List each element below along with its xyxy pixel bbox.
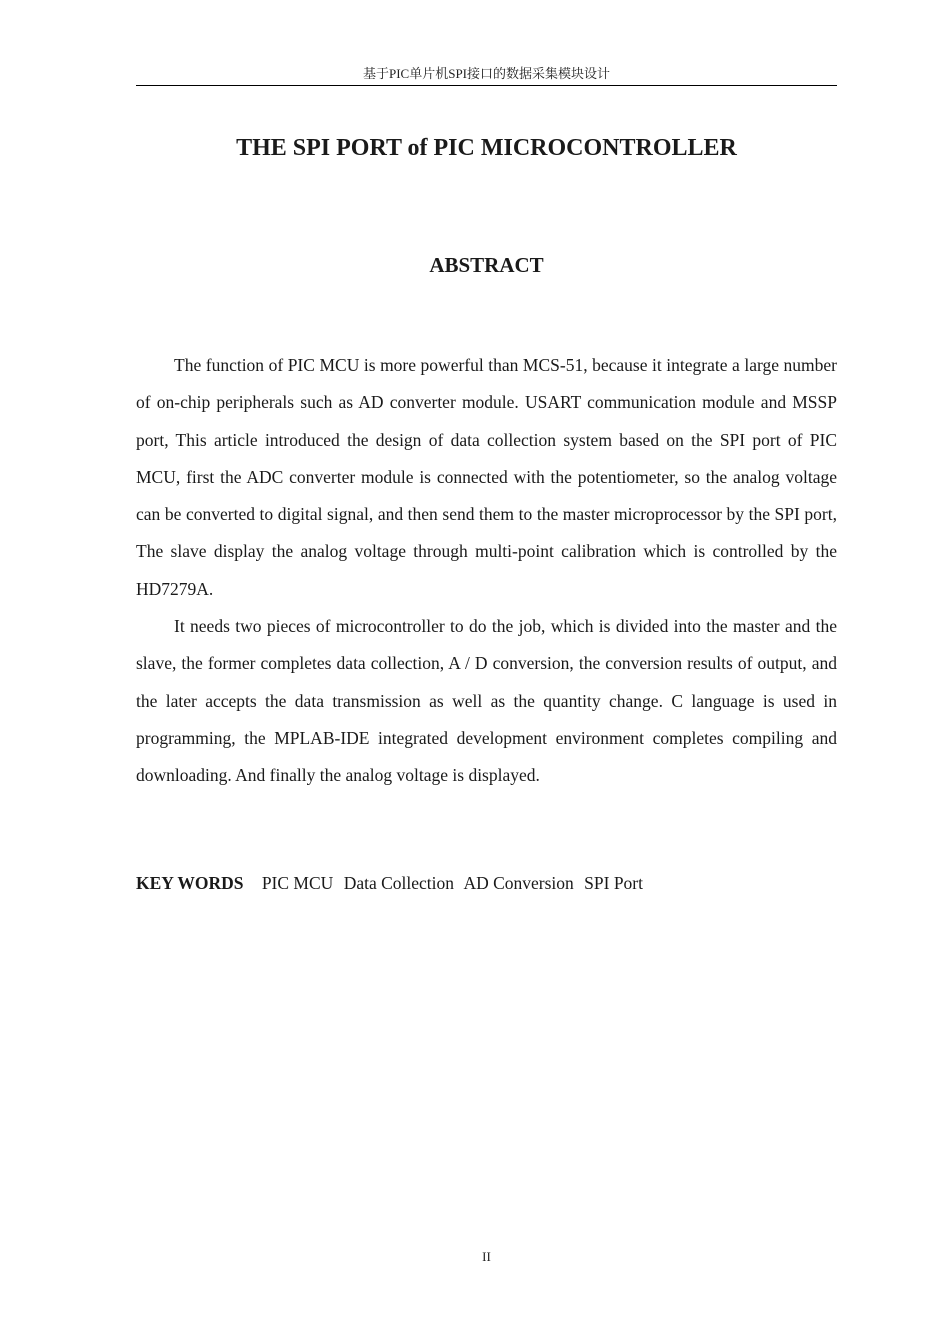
keyword-item: AD Conversion <box>463 873 574 893</box>
keywords-label: KEY WORDS <box>136 873 244 893</box>
page-number: II <box>482 1249 491 1264</box>
keyword-item: SPI Port <box>584 873 643 893</box>
keyword-item: PIC MCU <box>261 873 334 893</box>
document-title: THE SPI PORT of PIC MICROCONTROLLER <box>236 135 737 161</box>
keyword-item: Data Collection <box>343 873 455 893</box>
header-rule <box>136 85 837 86</box>
running-header: 基于PIC单片机SPI接口的数据采集模块设计 <box>362 66 611 81</box>
abstract-paragraph: It needs two pieces of microcontroller to do the job, which is divided into the master and the slave, the former completes data collection, A / D conversion, the conversion results of output, and the later accepts the data transmission as well as the quantity change. C language is used in programming, the MPLAB-IDE integrated development environment completes compiling and downloading. And finally the analog voltage is displayed. <box>136 616 837 786</box>
abstract-paragraph: The function of PIC MCU is more powerful than MCS-51, because it integrate a large number of on-chip peripherals such as AD converter module. USART communication module and MSSP port, This article introduced the design of data collection system based on the SPI port of PIC MCU, first the ADC converter module is connected with the potentiometer, so the analog voltage can be converted to digital signal, and then send them to the master microprocessor by the SPI port, The slave display the analog voltage through multi-point calibration which is controlled by the HD7279A. <box>136 355 837 599</box>
keywords-line <box>136 868 837 898</box>
abstract-body <box>136 347 837 795</box>
abstract-heading: ABSTRACT <box>429 253 544 277</box>
